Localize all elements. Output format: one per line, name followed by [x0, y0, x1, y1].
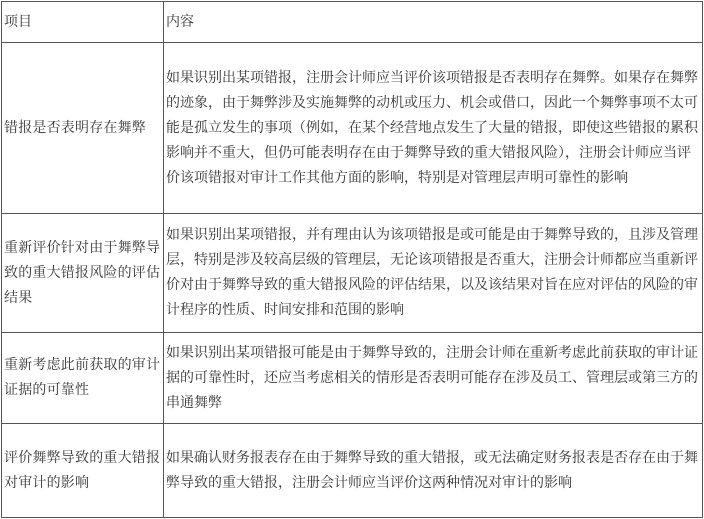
row-item-cell: 错报是否表明存在舞弊 [2, 43, 164, 214]
table-row [2, 424, 703, 518]
table-row [2, 333, 703, 424]
table-row [2, 43, 703, 214]
content-table [1, 1, 703, 518]
row-content-cell: 如果识别出某项错报，并有理由认为该项错报是或可能是由于舞弊导致的，且涉及管理层，特别是涉及较高层级的管理层，无论该项错报是否重大，注册会计师都应当重新评价对由于舞弊导致的重大错报风险的评估结果，以及该结果对旨在应对评估的风险的审计程序的性质、时间安排和范围的影响 [164, 214, 703, 333]
row-content-cell: 如果识别出某项错报可能是由于舞弊导致的，注册会计师在重新考虑此前获取的审计证据的可靠性时，还应当考虑相关的情形是否表明可能存在涉及员工、管理层或第三方的串通舞弊 [164, 333, 703, 424]
header-content: 内容 [164, 2, 703, 43]
row-item-cell: 重新考虑此前获取的审计证据的可靠性 [2, 333, 164, 424]
table-row [2, 214, 703, 333]
table-header-row [2, 2, 703, 43]
row-content-cell: 如果识别出某项错报，注册会计师应当评价该项错报是否表明存在舞弊。如果存在舞弊的迹象，由于舞弊涉及实施舞弊的动机或压力、机会或借口，因此一个舞弊事项不太可能是孤立发生的事项（例如，在某个经营地点发生了大量的错报，即使这些错报的累积影响并不重大，但仍可能表明存在由于舞弊导致的重大错报风险），注册会计师应当评价该项错报对审计工作其他方面的影响，特别是对管理层声明可靠性的影响 [164, 43, 703, 214]
row-item-cell: 重新评价针对由于舞弊导致的重大错报风险的评估结果 [2, 214, 164, 333]
header-item: 项目 [2, 2, 164, 43]
row-content-cell: 如果确认财务报表存在由于舞弊导致的重大错报，或无法确定财务报表是否存在由于舞弊导致的重大错报，注册会计师应当评价这两种情况对审计的影响 [164, 424, 703, 518]
row-item-cell: 评价舞弊导致的重大错报对审计的影响 [2, 424, 164, 518]
